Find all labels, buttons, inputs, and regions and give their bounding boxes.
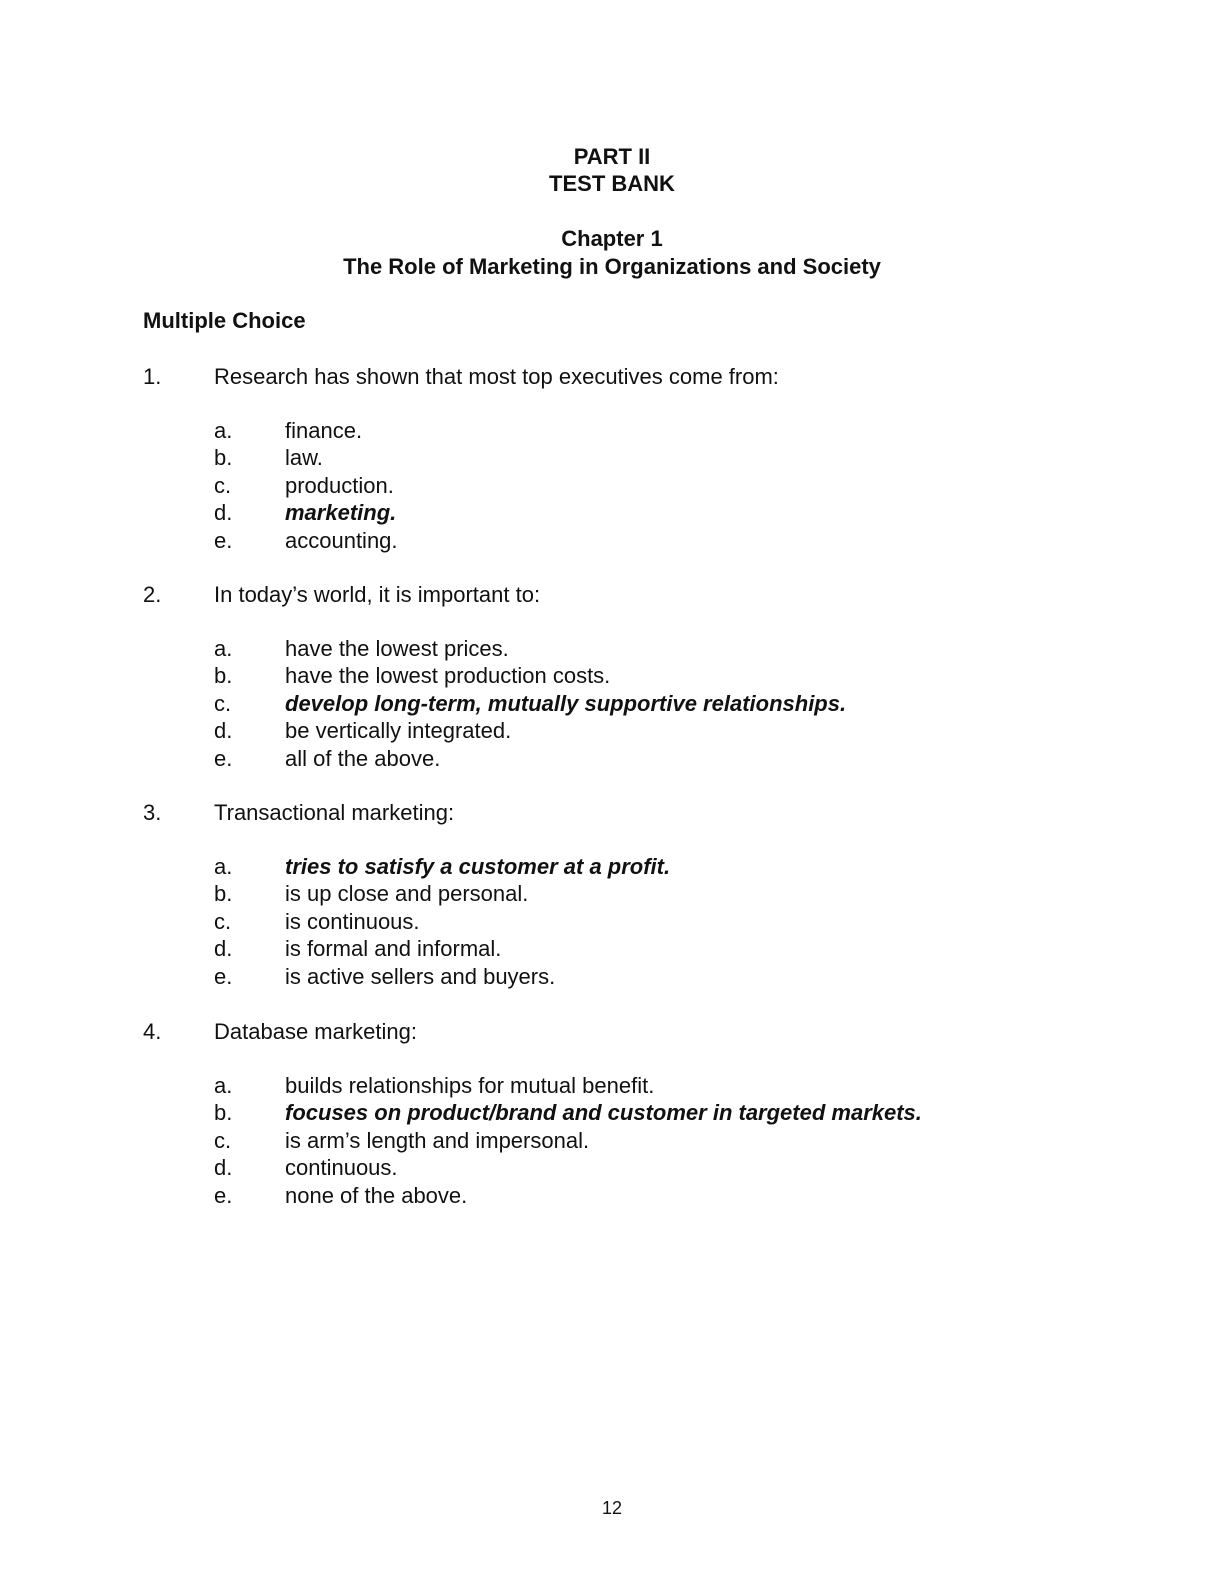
option-letter: b. [214,445,233,471]
option-text: is formal and informal. [285,936,502,962]
option-text: have the lowest prices. [285,636,509,661]
question-text: Database marketing: [214,1019,417,1044]
option-letter: d. [214,1155,233,1181]
question-number: 3. [143,800,162,825]
option-text: continuous. [285,1155,398,1181]
question-number: 2. [143,582,162,607]
question-1 [143,363,1143,553]
correct-answer-text: tries to satisfy a customer at a profit. [285,854,671,879]
option-letter: b. [214,881,233,907]
chapter-heading: Chapter 1 [561,226,663,251]
question-text: In today’s world, it is important to: [214,582,541,607]
option-letter: b. [214,1100,233,1126]
option-letter: d. [214,936,233,962]
option-letter: c. [214,472,232,498]
option-text: law. [285,445,323,471]
option-text: finance. [285,418,363,443]
correct-answer-text: focuses on product/brand and customer in targeted markets. [285,1100,922,1126]
question-text: Research has shown that most top executives come from: [214,364,779,389]
correct-answer-text: develop long-term, mutually supportive relationships. [285,690,847,716]
question-number: 1. [143,364,162,389]
question-3 [143,799,1143,989]
option-text: none of the above. [285,1182,468,1208]
option-text: is continuous. [285,908,420,934]
question-stem [143,363,1143,391]
option-letter: d. [214,718,233,744]
question-stem [143,581,1143,609]
option-letter: d. [214,500,233,526]
question-4 [143,1018,1143,1208]
section-heading-multiple-choice: Multiple Choice [143,308,306,333]
option-letter: b. [214,663,233,689]
question-number: 4. [143,1019,162,1044]
option-letter: e. [214,1182,233,1208]
option-text: builds relationships for mutual benefit. [285,1073,655,1098]
option-letter: e. [214,527,233,553]
option-text: be vertically integrated. [285,718,512,744]
option-text: accounting. [285,527,398,553]
option-letter: a. [214,1073,233,1098]
part-heading: PART II [573,144,651,169]
question-stem [143,1018,1143,1046]
option-text: production. [285,472,394,498]
page-number: 12 [601,1498,623,1518]
option-letter: e. [214,745,233,771]
option-text: is up close and personal. [285,881,529,907]
correct-answer-text: marketing. [285,500,397,526]
option-text: is arm’s length and impersonal. [285,1127,590,1153]
option-letter: c. [214,1127,232,1153]
question-2 [143,581,1143,771]
option-text: have the lowest production costs. [285,663,611,689]
chapter-title: The Role of Marketing in Organizations and Society [343,254,881,279]
option-letter: c. [214,690,232,716]
option-text: is active sellers and buyers. [285,963,556,989]
option-letter: a. [214,854,233,879]
option-letter: c. [214,908,232,934]
option-letter: a. [214,636,233,661]
question-stem [143,799,1143,827]
option-letter: e. [214,963,233,989]
question-text: Transactional marketing: [214,800,455,825]
option-letter: a. [214,418,233,443]
option-text: all of the above. [285,745,441,771]
test-bank-heading: TEST BANK [549,171,675,196]
